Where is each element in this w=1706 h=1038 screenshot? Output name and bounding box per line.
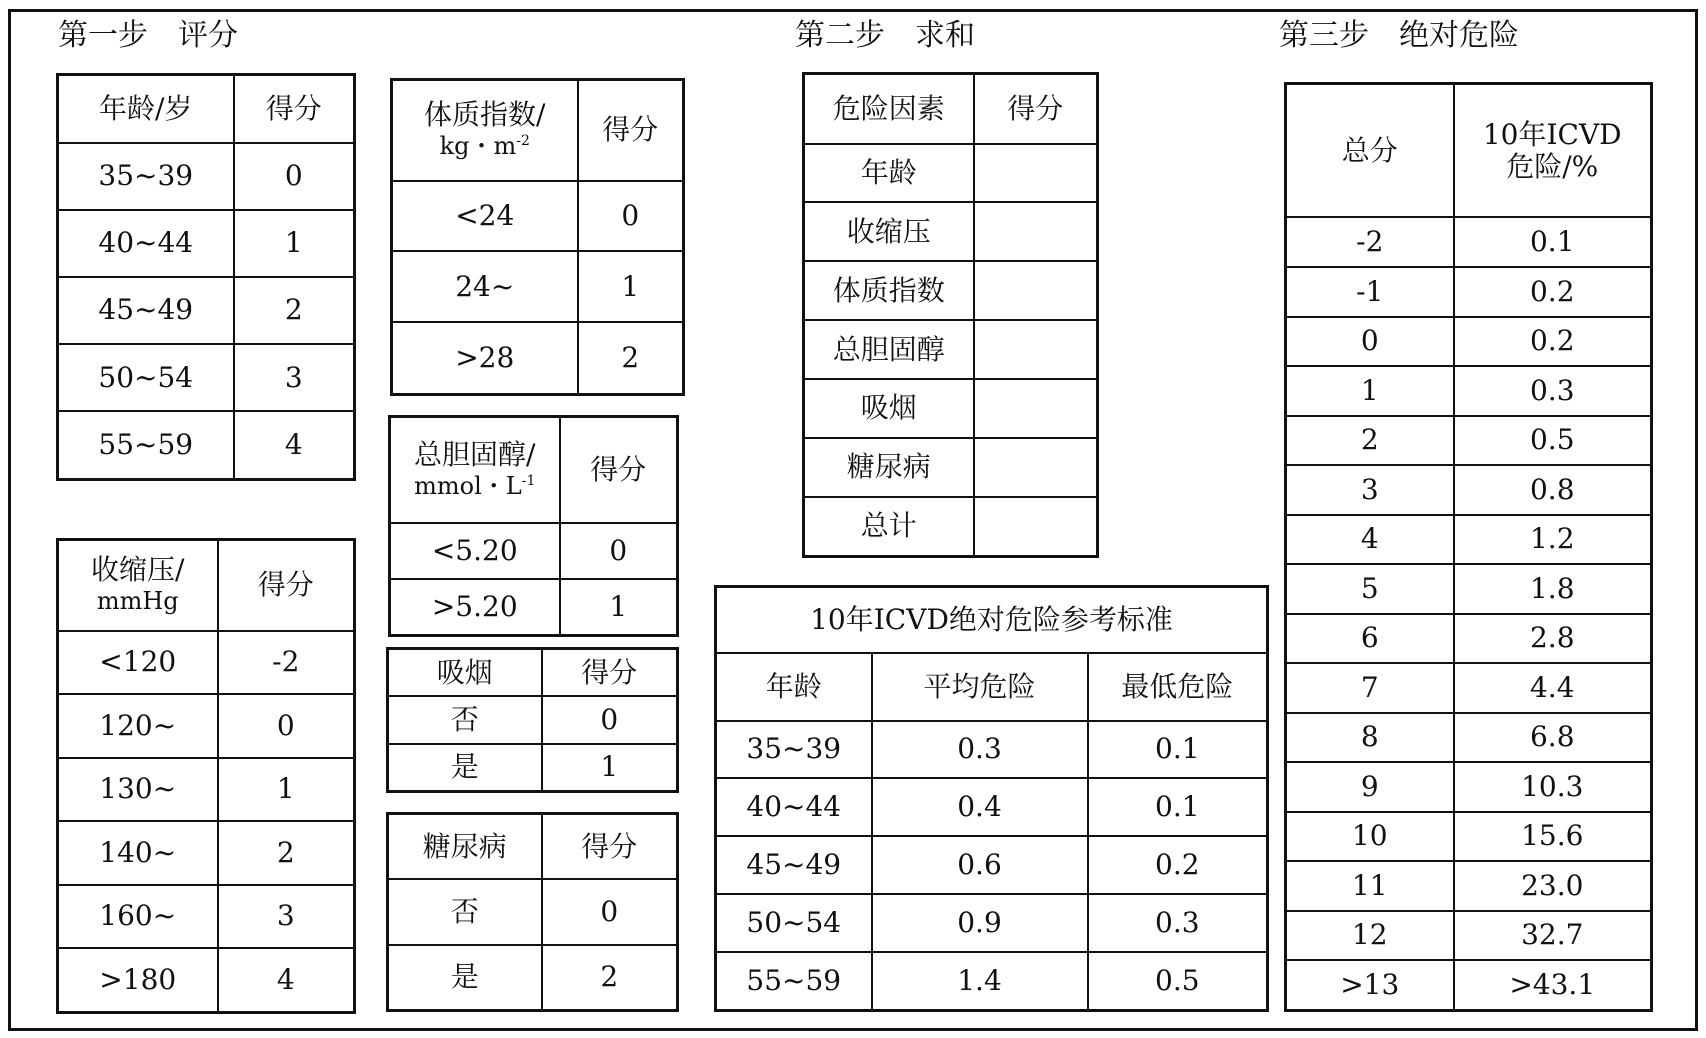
score-header: 得分 (578, 80, 684, 181)
sbp-header (58, 540, 218, 631)
age-range-cell: 55~59 (58, 411, 234, 479)
total-score-cell: -2 (1286, 217, 1454, 267)
total-label-cell: 总计 (804, 497, 974, 557)
chol-range-cell: <5.20 (390, 523, 560, 579)
icvd-risk-cell: 15.6 (1454, 812, 1652, 862)
risk-row (1286, 465, 1652, 515)
ref-age-cell: 35~39 (716, 721, 872, 779)
total-score-cell: 5 (1286, 564, 1454, 614)
chol-header (390, 417, 560, 523)
diabetes-score-table (386, 812, 679, 1012)
icvd-risk-cell: 2.8 (1454, 614, 1652, 664)
total-score-cell: 8 (1286, 713, 1454, 763)
score-cell: 3 (218, 885, 355, 949)
icvd-risk-cell: 4.4 (1454, 663, 1652, 713)
ref-lowest-cell: 0.3 (1088, 894, 1268, 952)
total-score-cell: >13 (1286, 960, 1454, 1010)
risk-row (1286, 366, 1652, 416)
age-range-cell: 45~49 (58, 277, 234, 344)
total-score-cell: 1 (1286, 366, 1454, 416)
risk-row (1286, 812, 1652, 862)
risk-row (1286, 911, 1652, 961)
sbp-header-unit: mmHg (96, 587, 179, 616)
icvd-risk-cell: >43.1 (1454, 960, 1652, 1010)
total-score-cell: -1 (1286, 267, 1454, 317)
score-entry-cell (974, 438, 1098, 497)
score-cell: -2 (218, 631, 355, 695)
risk-factor-cell: 糖尿病 (804, 438, 974, 497)
sbp-range-cell: <120 (58, 631, 218, 695)
ref-lowest-cell: 0.2 (1088, 836, 1268, 894)
score-cell: 4 (218, 948, 355, 1013)
risk-factor-cell: 总胆固醇 (804, 320, 974, 379)
bmi-range-cell: 24~ (392, 251, 578, 322)
heading-step2: 第二步 求和 (795, 18, 975, 53)
ref-average-cell: 0.6 (872, 836, 1088, 894)
smoke-score-table (386, 647, 679, 793)
ref-age-cell: 50~54 (716, 894, 872, 952)
score-entry-cell (974, 379, 1098, 438)
score-cell: 2 (578, 322, 684, 394)
icvd-risk-cell: 0.5 (1454, 416, 1652, 466)
risk-factor-cell: 收缩压 (804, 202, 974, 261)
ref-lowest-risk-header: 最低危险 (1088, 653, 1268, 721)
smoke-header: 吸烟 (388, 649, 542, 697)
risk-row (1286, 317, 1652, 367)
score-cell: 0 (218, 694, 355, 758)
ref-lowest-cell: 0.1 (1088, 778, 1268, 836)
score-header: 得分 (234, 75, 355, 143)
score-cell: 0 (560, 523, 678, 579)
total-score-cell: 9 (1286, 762, 1454, 812)
icvd-risk-cell: 1.8 (1454, 564, 1652, 614)
total-score-header: 总分 (1286, 84, 1454, 218)
icvd-risk-cell: 0.8 (1454, 465, 1652, 515)
reference-title: 10年ICVD绝对危险参考标准 (716, 587, 1268, 653)
total-score-cell: 11 (1286, 861, 1454, 911)
age-range-cell: 50~54 (58, 344, 234, 411)
age-score-table (56, 73, 356, 481)
score-entry-cell (974, 202, 1098, 261)
bmi-range-cell: >28 (392, 322, 578, 394)
score-entry-cell (974, 320, 1098, 379)
icvd-risk-cell: 6.8 (1454, 713, 1652, 763)
smoke-answer-cell: 是 (388, 744, 542, 792)
chol-score-table (388, 415, 679, 637)
total-score-cell: 0 (1286, 317, 1454, 367)
bmi-header-label: 体质指数/ (424, 98, 546, 132)
score-cell: 1 (578, 251, 684, 322)
heading-step1: 第一步 评分 (58, 18, 238, 53)
age-range-cell: 35~39 (58, 143, 234, 210)
icvd-risk-cell: 0.3 (1454, 366, 1652, 416)
risk-factor-cell: 年龄 (804, 144, 974, 203)
ref-age-cell: 40~44 (716, 778, 872, 836)
icvd-risk-cell: 23.0 (1454, 861, 1652, 911)
score-cell: 1 (218, 758, 355, 822)
icvd-risk-cell: 10.3 (1454, 762, 1652, 812)
score-cell: 2 (542, 945, 678, 1011)
risk-row (1286, 861, 1652, 911)
ref-average-cell: 0.3 (872, 721, 1088, 779)
score-cell: 0 (578, 181, 684, 252)
score-entry-cell (974, 261, 1098, 320)
ref-average-cell: 0.4 (872, 778, 1088, 836)
score-cell: 1 (560, 579, 678, 636)
score-header: 得分 (974, 74, 1098, 144)
score-header: 得分 (218, 540, 355, 631)
ref-average-risk-header: 平均危险 (872, 653, 1088, 721)
ref-lowest-cell: 0.5 (1088, 952, 1268, 1011)
smoke-answer-cell: 否 (388, 696, 542, 743)
ref-lowest-cell: 0.1 (1088, 721, 1268, 779)
risk-row (1286, 416, 1652, 466)
risk-factor-cell: 体质指数 (804, 261, 974, 320)
score-header: 得分 (560, 417, 678, 523)
risk-row (1286, 663, 1652, 713)
total-score-cell: 12 (1286, 911, 1454, 961)
ref-age-cell: 45~49 (716, 836, 872, 894)
sbp-range-cell: 140~ (58, 821, 218, 885)
sbp-range-cell: >180 (58, 948, 218, 1013)
absolute-risk-table (1284, 82, 1653, 1012)
score-cell: 2 (218, 821, 355, 885)
total-entry-cell (974, 497, 1098, 557)
total-score-cell: 7 (1286, 663, 1454, 713)
score-cell: 4 (234, 411, 355, 479)
diabetes-header: 糖尿病 (388, 814, 542, 880)
total-score-cell: 2 (1286, 416, 1454, 466)
score-header: 得分 (542, 814, 678, 880)
risk-row (1286, 713, 1652, 763)
score-cell: 3 (234, 344, 355, 411)
chol-range-cell: >5.20 (390, 579, 560, 636)
sbp-range-cell: 120~ (58, 694, 218, 758)
risk-row (1286, 614, 1652, 664)
total-score-cell: 6 (1286, 614, 1454, 664)
ref-age-header: 年龄 (716, 653, 872, 721)
risk-row (1286, 267, 1652, 317)
score-cell: 0 (542, 696, 678, 743)
risk-row (1286, 762, 1652, 812)
score-cell: 2 (234, 277, 355, 344)
icvd-risk-header-line1: 10年ICVD (1482, 117, 1622, 151)
total-score-cell: 4 (1286, 515, 1454, 565)
age-range-cell: 40~44 (58, 210, 234, 277)
reference-standard-table (714, 585, 1269, 1012)
risk-row (1286, 217, 1652, 267)
icvd-risk-cell: 1.2 (1454, 515, 1652, 565)
age-header: 年龄/岁 (58, 75, 234, 143)
icvd-risk-header (1454, 84, 1652, 218)
diabetes-answer-cell: 是 (388, 945, 542, 1011)
ref-average-cell: 1.4 (872, 952, 1088, 1011)
chol-header-label: 总胆固醇/ (414, 437, 536, 471)
icvd-risk-cell: 0.2 (1454, 267, 1652, 317)
bmi-header-unit: kg・$m^{-2}$ (439, 132, 530, 161)
risk-row (1286, 564, 1652, 614)
sbp-header-label: 收缩压/ (91, 553, 185, 587)
sum-table (802, 72, 1099, 558)
bmi-range-cell: <24 (392, 181, 578, 252)
score-cell: 1 (542, 744, 678, 792)
icvd-risk-header-line2: 危险/% (1506, 149, 1599, 183)
total-score-cell: 3 (1286, 465, 1454, 515)
bmi-score-table (390, 78, 685, 396)
sbp-range-cell: 160~ (58, 885, 218, 949)
sbp-score-table (56, 538, 356, 1014)
sbp-range-cell: 130~ (58, 758, 218, 822)
icvd-risk-cell: 0.1 (1454, 217, 1652, 267)
heading-step3: 第三步 绝对危险 (1279, 18, 1519, 53)
total-score-cell: 10 (1286, 812, 1454, 862)
score-cell: 0 (234, 143, 355, 210)
icvd-risk-cell: 0.2 (1454, 317, 1652, 367)
risk-factor-header: 危险因素 (804, 74, 974, 144)
ref-age-cell: 55~59 (716, 952, 872, 1011)
risk-factor-cell: 吸烟 (804, 379, 974, 438)
ref-average-cell: 0.9 (872, 894, 1088, 952)
score-header: 得分 (542, 649, 678, 697)
risk-row (1286, 960, 1652, 1010)
chol-header-unit: mmol・$L^{-1}$ (414, 471, 536, 500)
bmi-header (392, 80, 578, 181)
diabetes-answer-cell: 否 (388, 879, 542, 944)
risk-row (1286, 515, 1652, 565)
icvd-risk-cell: 32.7 (1454, 911, 1652, 961)
score-entry-cell (974, 144, 1098, 203)
score-cell: 1 (234, 210, 355, 277)
score-cell: 0 (542, 879, 678, 944)
